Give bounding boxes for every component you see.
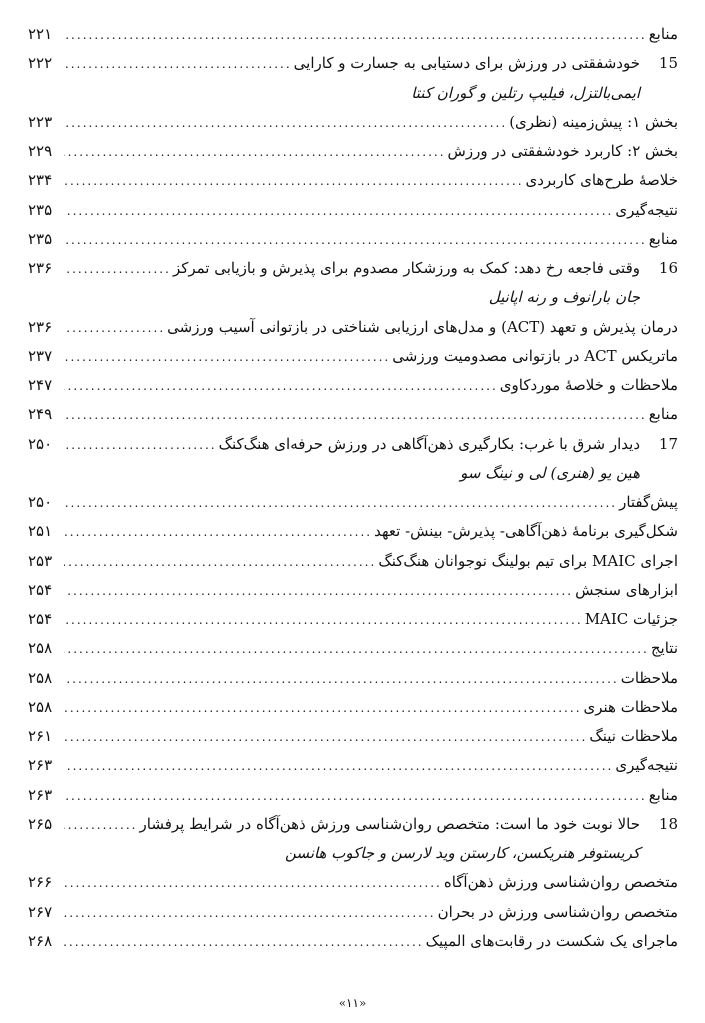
page-number: ۲۶۶	[28, 873, 53, 892]
chapter-authors: جان بارانوف و رنه اپانیل	[488, 288, 640, 307]
toc-entry-row	[28, 517, 678, 545]
entry-title: متخصص روان‌شناسی ورزش ذهن‌آگاه	[443, 873, 678, 892]
chapter-number: 18	[658, 814, 678, 833]
page-number: ۲۵۸	[28, 639, 53, 658]
dot-leader	[64, 314, 165, 342]
toc-entry-row	[28, 693, 678, 721]
dot-leader	[64, 372, 498, 400]
dot-leader	[64, 723, 587, 751]
entry-title: پیش‌گفتار	[619, 493, 678, 511]
entry-title: ماتریکس ACT در بازتوانی مصدومیت ورزشی	[392, 346, 678, 365]
entry-line	[28, 20, 678, 49]
entry-line	[28, 196, 678, 225]
dot-leader	[64, 21, 647, 49]
toc-author-row	[28, 459, 678, 487]
entry-line	[28, 868, 678, 897]
dot-leader	[64, 489, 617, 517]
entry-title: اجرای MAIC برای تیم بولینگ نوجوانان هنگ‌کنگ	[378, 551, 678, 570]
page-number: ۲۳۵	[28, 200, 53, 219]
entry-title: بخش ۲: کاربرد خودشفقتی در ورزش	[447, 142, 678, 160]
entry-line	[28, 898, 678, 927]
entry-title: نتیجه‌گیری	[615, 756, 678, 775]
page-number: ۲۲۱	[28, 25, 53, 43]
page-number: ۲۵۱	[28, 522, 53, 541]
dot-leader	[64, 782, 647, 810]
page-number: ۲۳۶	[28, 259, 53, 277]
entry-title: حالا نوبت خود ما است: متخصص روان‌شناسی ورزش ذهن‌آگاه در شرایط پرفشار	[139, 814, 640, 833]
entry-line	[28, 313, 678, 342]
toc-author-row	[28, 79, 678, 107]
entry-line	[28, 49, 640, 78]
page-number: ۲۲۹	[28, 142, 53, 160]
entry-title: نتایج	[650, 639, 678, 658]
dot-leader	[64, 899, 436, 927]
page-number: ۲۳۶	[28, 317, 53, 336]
dot-leader	[64, 928, 424, 956]
entry-title: ملاحظات هنری	[583, 697, 678, 716]
chapter-authors: هین یو (هنری) لی و نینگ سو	[460, 463, 640, 482]
toc-author-row	[28, 283, 678, 311]
dot-leader	[64, 255, 171, 283]
chapter-authors: کریستوفر هنریکسن، کارستن وید لارسن و جاکوب هانسن	[285, 844, 640, 862]
entry-title: ابزارهای سنجش	[575, 580, 678, 599]
toc-entry-row	[28, 722, 678, 750]
page-number: ۲۵۸	[28, 668, 53, 687]
page-number: ۲۶۵	[28, 814, 53, 833]
dot-leader	[64, 50, 292, 78]
toc-entry-row	[28, 781, 678, 809]
entry-title: بخش ۱: پیش‌زمینه (نظری)	[509, 112, 678, 131]
entry-line	[28, 137, 678, 166]
toc-entry-row	[28, 371, 678, 399]
toc-entry-row	[28, 108, 678, 136]
entry-line	[28, 810, 640, 839]
chapter-number: 17	[658, 434, 678, 453]
dot-leader	[64, 635, 649, 663]
toc-entry-row	[28, 400, 678, 428]
entry-line	[28, 693, 678, 722]
entry-line	[28, 225, 678, 254]
entry-line	[28, 342, 678, 371]
entry-line	[28, 371, 678, 400]
dot-leader	[64, 197, 613, 225]
dot-leader	[64, 752, 613, 780]
entry-title: جزئیات MAIC	[584, 610, 678, 628]
dot-leader	[64, 343, 390, 371]
entry-title: دیدار شرق با غرب: بکارگیری ذهن‌آگاهی در ورزش حرفه‌ای هنگ‌کنگ	[218, 434, 640, 453]
page-number: ۲۵۰	[28, 434, 53, 453]
dot-leader	[64, 401, 647, 429]
dot-leader	[64, 811, 138, 839]
entry-title: درمان پذیرش و تعهد (ACT) و مدل‌های ارزیابی شناختی در بازتوانی آسیب ورزشی	[167, 317, 678, 336]
page-number: ۲۶۳	[28, 756, 53, 775]
page-number: ۲۶۷	[28, 902, 53, 921]
entry-line	[28, 166, 678, 195]
page-number: ۲۳۴	[28, 171, 53, 190]
toc-entry-row	[28, 225, 678, 253]
entry-line	[28, 927, 678, 956]
entry-line	[28, 108, 678, 137]
toc-entry-row	[28, 576, 678, 604]
dot-leader	[64, 518, 372, 546]
toc-entry-row	[28, 196, 678, 224]
entry-title: منابع	[648, 229, 678, 248]
page-number-footer: «۱۱»	[338, 996, 367, 1010]
chapter-number: 15	[658, 54, 678, 73]
entry-title: نتیجه‌گیری	[615, 200, 678, 219]
page-number: ۲۶۱	[28, 727, 53, 745]
page-number: ۲۲۲	[28, 54, 53, 73]
toc-entry-row	[28, 342, 678, 370]
dot-leader	[64, 431, 217, 459]
toc-entry-row	[28, 868, 678, 896]
entry-line	[28, 751, 678, 780]
dot-leader	[64, 138, 446, 166]
dot-leader	[64, 869, 442, 897]
entry-line	[28, 459, 640, 487]
entry-line	[28, 283, 640, 311]
entry-line	[28, 517, 678, 546]
toc-entry-row	[28, 927, 678, 955]
dot-leader	[64, 167, 524, 195]
page-number: ۲۳۷	[28, 346, 53, 365]
entry-line	[28, 488, 678, 517]
dot-leader	[64, 226, 647, 254]
toc-entry-row	[28, 634, 678, 662]
page-number: ۲۶۳	[28, 785, 53, 804]
toc-entry-row	[28, 751, 678, 779]
toc-entry-row	[28, 547, 678, 575]
toc-chapter-row	[28, 49, 678, 77]
toc-chapter-row	[28, 810, 678, 838]
toc-entry-row	[28, 166, 678, 194]
entry-line	[28, 576, 678, 605]
page-number: ۲۵۰	[28, 493, 53, 511]
page-number: ۲۴۷	[28, 376, 53, 394]
page-number: ۲۲۳	[28, 112, 53, 131]
toc-entry-row	[28, 605, 678, 633]
toc-entry-row	[28, 488, 678, 516]
page-number: ۲۵۸	[28, 697, 53, 716]
entry-title: ملاحظات نینگ	[589, 727, 678, 745]
entry-line	[28, 605, 678, 634]
dot-leader	[64, 548, 376, 576]
toc-chapter-row	[28, 430, 678, 458]
dot-leader	[64, 577, 573, 605]
entry-title: ملاحظات و خلاصهٔ موردکاوی	[499, 376, 678, 394]
entry-title: شکل‌گیری برنامهٔ ذهن‌آگاهی- پذیرش- بینش- تعهد	[374, 522, 678, 541]
toc-chapter-row	[28, 254, 678, 282]
toc-entry-row	[28, 137, 678, 165]
page-number: ۲۵۳	[28, 551, 53, 570]
page-number: ۲۴۹	[28, 405, 53, 424]
entry-title: متخصص روان‌شناسی ورزش در بحران	[437, 902, 678, 921]
toc-entry-row	[28, 313, 678, 341]
dot-leader	[64, 665, 619, 693]
page-number: ۲۳۵	[28, 229, 53, 248]
entry-line	[28, 664, 678, 693]
entry-line	[28, 430, 640, 459]
entry-title: ملاحظات	[620, 668, 678, 687]
entry-line	[28, 254, 640, 283]
entry-title: وقتی فاجعه رخ دهد: کمک به ورزشکار مصدوم برای پذیرش و بازیابی تمرکز	[172, 259, 640, 277]
entry-line	[28, 400, 678, 429]
page-number: ۲۶۸	[28, 931, 53, 950]
entry-line	[28, 839, 640, 867]
chapter-authors: ایمی‌بالتزل، فیلیپ رتلین و گوران کنتا	[411, 83, 640, 102]
dot-leader	[64, 606, 583, 634]
toc-author-row	[28, 839, 678, 867]
dot-leader	[64, 109, 507, 137]
entry-title: منابع	[648, 405, 678, 424]
entry-title: خودشفقتی در ورزش برای دستیابی به جسارت و کارایی	[293, 54, 640, 73]
toc-entry-row	[28, 664, 678, 692]
toc-entry-row	[28, 20, 678, 48]
page-number: ۲۵۴	[28, 610, 53, 628]
dot-leader	[64, 694, 582, 722]
toc-entry-row	[28, 898, 678, 926]
chapter-number: 16	[658, 259, 678, 277]
entry-title: منابع	[648, 25, 678, 43]
entry-line	[28, 634, 678, 663]
entry-line	[28, 547, 678, 576]
entry-title: منابع	[648, 785, 678, 804]
entry-line	[28, 781, 678, 810]
page-number: ۲۵۴	[28, 580, 53, 599]
entry-title: ماجرای یک شکست در رقابت‌های المپیک	[425, 931, 678, 950]
entry-title: خلاصهٔ طرح‌های کاربردی	[525, 171, 678, 190]
entry-line	[28, 722, 678, 751]
entry-line	[28, 79, 640, 107]
